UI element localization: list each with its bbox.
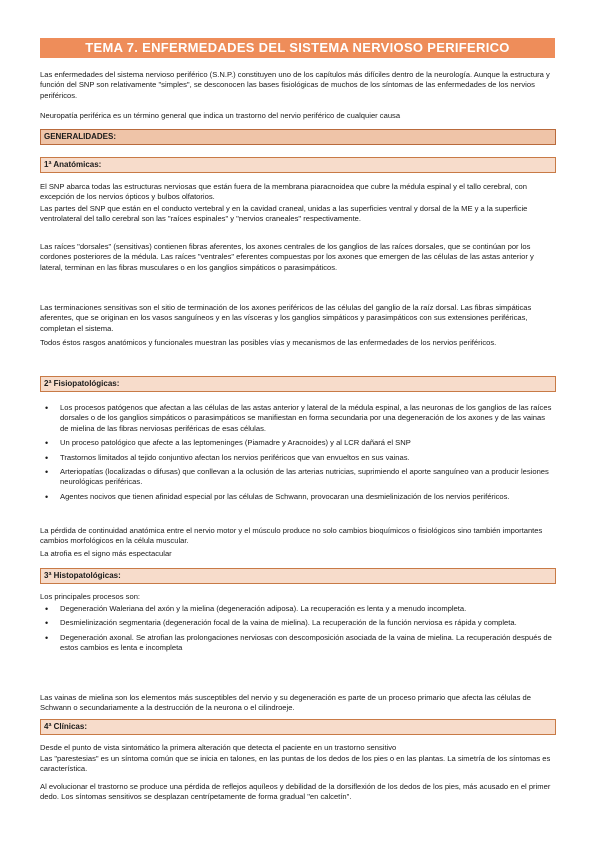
fisiopatologicas-paragraph-1: La pérdida de continuidad anatómica entre el nervio motor y el músculo produce no solo cambios bioquímicos o fisiológicos sino también importantes cambios morfológicos en la célula muscular. <box>40 526 543 546</box>
anatomicas-paragraph-3: Las raíces "dorsales" (sensitivas) contienen fibras aferentes, los axones centrales de los ganglios de las raíces dorsales, que se continúan por los cordones posteriores de la médula. Las raíces "ventrales" eferentes compuestas por los axones que emergen de las células de las astas anterior y lateral, terminan en las fibras musculares o en los ganglios simpáticos o parasimpáticos. <box>40 242 534 272</box>
list-item: • Arteriopatías (localizadas o difusas) que conllevan a la oclusión de las arterias nutricias, suprimiendo el aporte sanguíneo van a producir lesiones neurológicas periféricas. <box>40 467 555 488</box>
clinicas-paragraph-1: Desde el punto de vista sintomático la primera alteración que detecta el paciente en un trastorno sensitivo <box>40 743 397 752</box>
intro-paragraph-2: Neuropatía periférica es un término general que indica un trastorno del nervio periférico de cualquier causa <box>40 111 401 120</box>
section-header-anatomicas: 1ª Anatómicas: <box>40 157 556 173</box>
clinicas-paragraph-3: Al evolucionar el trastorno se produce una pérdida de reflejos aquíleos y debilidad de la dorsiflexión de los dedos de los pies, más acusado en el primer dedo. Los síntomas sensitivos se desplazan centrípetamente de forma gradual "en calcetín". <box>40 782 551 802</box>
section-header-clinicas: 4ª Clínicas: <box>40 719 556 735</box>
intro-paragraph-1: Las enfermedades del sistema nervioso periférico (S.N.P.) constituyen uno de los capítulos más difíciles dentro de la neurología. Aunque la estructura y función del SNP son relativamente "simples", se desconocen las bases fisiológicas de muchos de los síntomas de las enfermedades de los nervios periféricos. <box>40 70 550 100</box>
section-header-fisiopatologicas: 2ª Fisiopatológicas: <box>40 376 556 392</box>
section-header-generalidades: GENERALIDADES: <box>40 129 556 145</box>
anatomicas-paragraph-5: Todos éstos rasgos anatómicos y funcionales muestran las posibles vías y mecanismos de las enfermedades de los nervios periféricos. <box>40 338 497 347</box>
list-item: • Un proceso patológico que afecte a las leptomeninges (Piamadre y Aracnoides) y al LCR dañará el SNP <box>40 438 555 448</box>
clinicas-paragraph-2: Las "parestesias" es un síntoma común que se inicia en talones, en las puntas de los dedos de los pies o en las plantas. La simetría de los síntomas es característica. <box>40 754 551 774</box>
list-item: • Trastornos limitados al tejido conjuntivo afectan los nervios periféricos que van envueltos en sus vainas. <box>40 453 555 463</box>
histopatologicas-paragraph: Las vainas de mielina son los elementos más susceptibles del nervio y su degeneración es parte de un proceso primario que afecta las células de Schwann o secundariamente a la destrucción de la neurona o el cilindroeje. <box>40 693 531 713</box>
list-item: • Los procesos patógenos que afectan a las células de las astas anterior y lateral de la médula espinal, a las neuronas de los ganglios de las raíces dorsales o de los ganglios simpáticos o parasimpáticos se manifiestan en forma secundaria por una degeneración de los axones y de las vainas de mielina de las fibras nerviosas periféricas de esas células. <box>40 403 555 434</box>
list-item: • Desmielinización segmentaria (degeneración focal de la vaina de mielina). La recuperación de la función nerviosa es rápida y completa. <box>40 618 555 628</box>
section-header-histopatologicas: 3ª Histopatológicas: <box>40 568 556 584</box>
list-item: • Agentes nocivos que tienen afinidad especial por las células de Schwann, provocaran una desmielinización de los nervios periféricos. <box>40 492 555 502</box>
list-item: • Degeneración axonal. Se atrofian las prolongaciones nerviosas con descomposición asociada de la vaina de mielina. La recuperación después de estos cambios es lenta e incompleta <box>40 633 555 654</box>
fisiopatologicas-list <box>40 403 555 503</box>
anatomicas-paragraph-1: El SNP abarca todas las estructuras nerviosas que están fuera de la membrana piaracnoidea que cubre la médula espinal y el tallo cerebral, con excepción de los nervios ópticos y bulbos olfatorios. <box>40 182 527 202</box>
anatomicas-paragraph-2: Las partes del SNP que están en el conducto vertebral y en la cavidad craneal, unidas a las superficies ventral y dorsal de la ME y a la superficie ventrolateral del tallo cerebral son las "raíces espinales" y "nervios craneales" respectivamente. <box>40 204 528 224</box>
list-item: • Degeneración Waleriana del axón y la mielina (degeneración adiposa). La recuperación es lenta y a menudo incompleta. <box>40 604 555 614</box>
histopatologicas-lead: Los principales procesos son: <box>40 592 141 601</box>
anatomicas-paragraph-4: Las terminaciones sensitivas son el sitio de terminación de los axones periféricos de las células del ganglio de la raíz dorsal. Las fibras simpáticas aferentes, que se originan en los vasos sanguíneos y en las vísceras y los ganglios simpáticos y parasimpáticos con sus extensiones periféricas, completan el sistema. <box>40 303 532 333</box>
fisiopatologicas-paragraph-2: La atrofia es el signo más espectacular <box>40 549 172 558</box>
document-title: TEMA 7. ENFERMEDADES DEL SISTEMA NERVIOSO PERIFERICO <box>40 38 555 58</box>
histopatologicas-list <box>40 604 555 658</box>
